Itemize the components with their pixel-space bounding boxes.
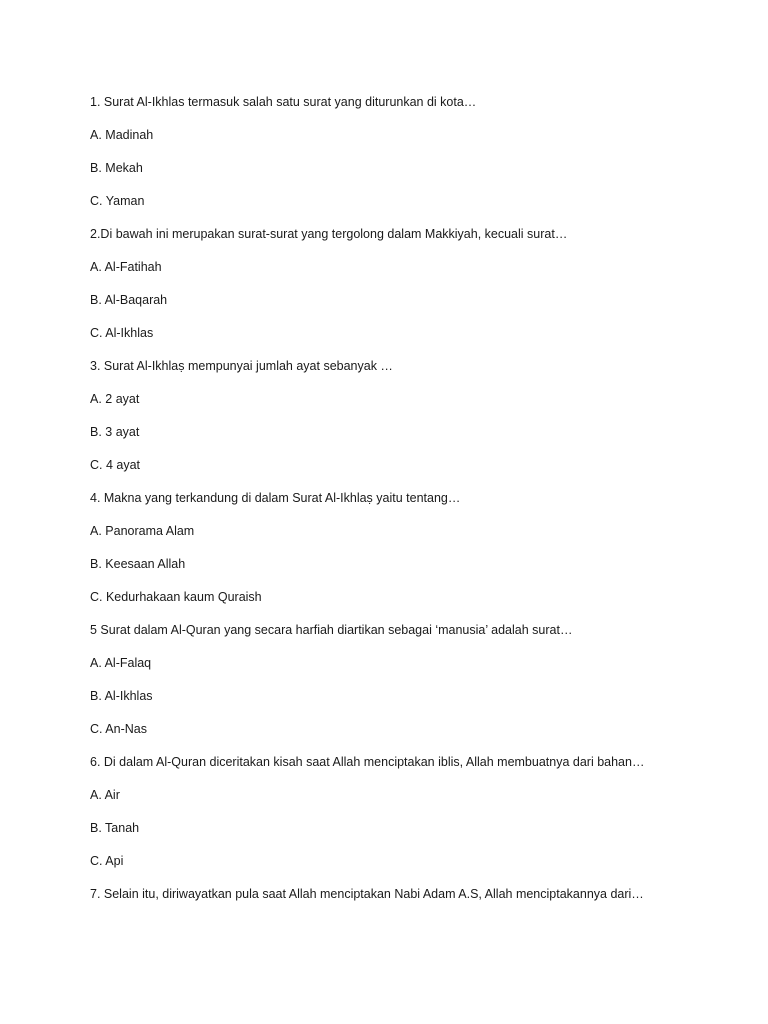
- question-2-option-c: C. Al-Ikhlas: [90, 326, 154, 340]
- question-5: 5 Surat dalam Al-Quran yang secara harfiah diartikan sebagai ‘manusia’ adalah surat…: [90, 623, 573, 637]
- question-7: 7. Selain itu, diriwayatkan pula saat Allah menciptakan Nabi Adam A.S, Allah menciptakannya dari…: [90, 887, 644, 901]
- question-3-option-a: A. 2 ayat: [90, 392, 140, 406]
- question-5-option-c: C. An-Nas: [90, 722, 147, 736]
- question-2-option-b: B. Al-Baqarah: [90, 293, 168, 307]
- question-1-option-a: A. Madinah: [90, 128, 154, 142]
- question-6-option-b: B. Tanah: [90, 821, 140, 835]
- question-4: 4. Makna yang terkandung di dalam Surat Al-Ikhlaṣ yaitu tentang…: [90, 491, 461, 505]
- question-3-option-b: B. 3 ayat: [90, 425, 140, 439]
- question-3-option-c: C. 4 ayat: [90, 458, 141, 472]
- question-4-option-b: B. Keesaan Allah: [90, 557, 186, 571]
- question-4-option-a: A. Panorama Alam: [90, 524, 195, 538]
- question-2-option-a: A. Al-Fatihah: [90, 260, 162, 274]
- question-1-option-c: C. Yaman: [90, 194, 145, 208]
- question-4-option-c: C. Kedurhakaan kaum Quraish: [90, 590, 262, 604]
- question-2: 2.Di bawah ini merupakan surat-surat yang tergolong dalam Makkiyah, kecuali surat…: [90, 227, 568, 241]
- question-6: 6. Di dalam Al-Quran diceritakan kisah saat Allah menciptakan iblis, Allah membuatnya dari bahan…: [90, 755, 645, 769]
- question-5-option-b: B. Al-Ikhlas: [90, 689, 153, 703]
- question-1: 1. Surat Al-Ikhlas termasuk salah satu surat yang diturunkan di kota…: [90, 95, 477, 109]
- question-5-option-a: A. Al-Falaq: [90, 656, 152, 670]
- question-3: 3. Surat Al-Ikhlaṣ mempunyai jumlah ayat sebanyak …: [90, 359, 393, 373]
- question-6-option-c: C. Api: [90, 854, 124, 868]
- question-6-option-a: A. Air: [90, 788, 120, 802]
- question-1-option-b: B. Mekah: [90, 161, 143, 175]
- quiz-content: [90, 94, 730, 919]
